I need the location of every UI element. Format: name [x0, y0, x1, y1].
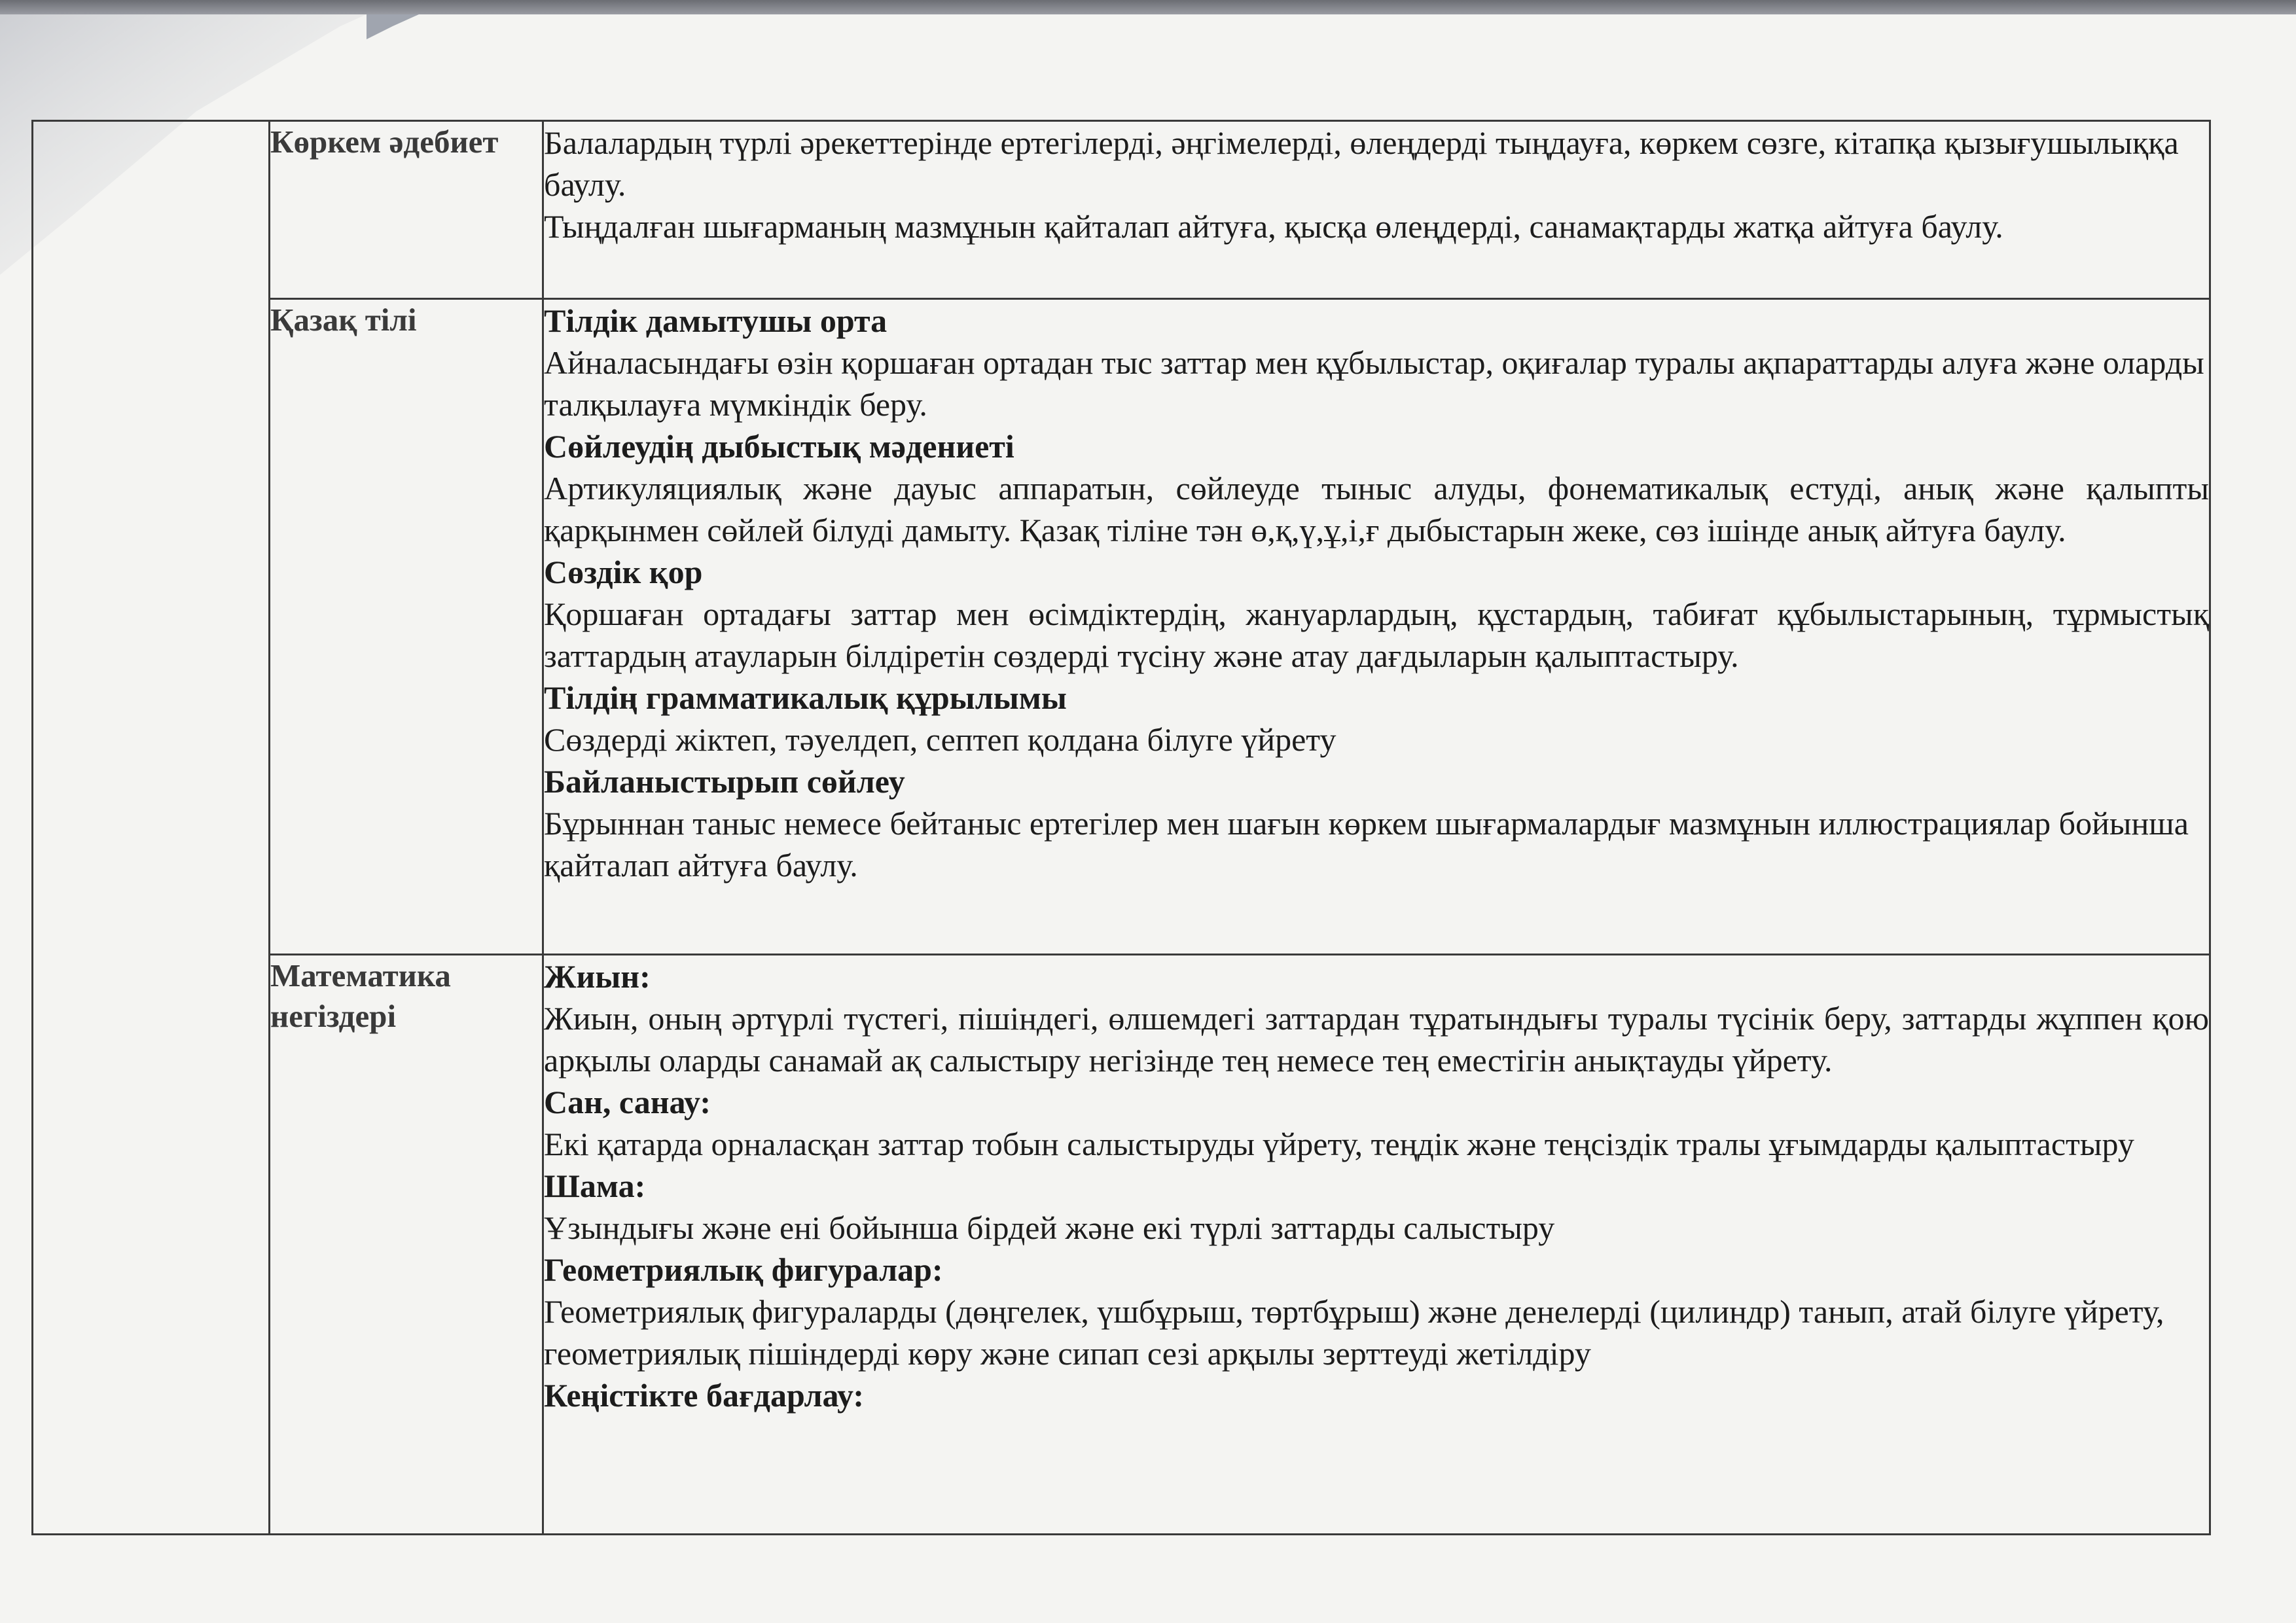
paragraph: Жиын, оның әртүрлі түстегі, пішіндегі, өлшемдегі заттардан тұратындығы туралы түсінік беру, заттарды жұппен қою арқылы оларды санамай ақ салыстыру негізінде тең немесе тең еместігін анықтауды үйрету.: [544, 1000, 2209, 1079]
paragraph: Айналасындағы өзін қоршаған ортадан тыс заттар мен құбылыстар, оқиғалар туралы ақпараттарды алуға және оларды талқылауға мүмкіндік беру.: [544, 344, 2204, 423]
paragraph: Қоршаған ортадағы заттар мен өсімдіктердің, жануарлардың, құстардың, табиғат құбылыстарының, тұрмыстық заттардың атауларын білдіретін сөздерді түсіну және атау дағдыларын қалыптастыру.: [544, 596, 2209, 674]
section-heading: Сөйлеудің дыбыстық мәдениеті: [544, 428, 1014, 465]
section-heading: Шама:: [544, 1168, 646, 1204]
paragraph: Геометриялық фигураларды (дөңгелек, үшбұрыш, төртбұрыш) және денелерді (цилиндр) танып, атай білуге үйрету, геометриялық пішіндерді көру және сипап сезі арқылы зерттеуді жетілдіру: [544, 1293, 2164, 1372]
section-heading: Кеңістікте бағдарлау:: [544, 1377, 865, 1414]
content-cell: [543, 121, 2210, 299]
paragraph: Тыңдалған шығарманың мазмұнын қайталап айтуға, қысқа өлеңдерді, санамақтарды жатқа айтуға баулу.: [544, 208, 2003, 245]
content-cell: [543, 955, 2210, 1535]
paragraph: Сөздерді жіктеп, тәуелдеп, септеп қолдана білуге үйрету: [544, 721, 1336, 758]
empty-left-column: [33, 121, 270, 1535]
section-heading: Тілдің грамматикалық құрылымы: [544, 679, 1067, 716]
content-cell: [543, 299, 2210, 955]
table-row: [33, 955, 2210, 1535]
paragraph: Артикуляциялық және дауыс аппаратын, сөйлеуде тыныс алуды, фонематикалық естуді, анық және қалыпты қарқынмен сөйлей білуді дамыту. Қазақ тіліне тән ө,қ,ү,ұ,і,ғ дыбыстарын жеке, сөз ішінде анық айтуға баулу.: [544, 470, 2209, 548]
subject-cell: Көркем әдебиет: [270, 121, 543, 299]
paragraph: Екі қатарда орналасқан заттар тобын салыстыруды үйрету, теңдік және теңсіздік тралы ұғымдарды қалыптастыру: [544, 1126, 2134, 1162]
table-row: [33, 121, 2210, 299]
paragraph: Балалардың түрлі әрекеттерінде ертегілерді, әңгімелерді, өлеңдерді тыңдауға, көркем сөзге, кітапқа қызығушылыққа баулу.: [544, 124, 2179, 203]
section-heading: Байланыстырып сөйлеу: [544, 763, 905, 800]
subject-cell: Қазақ тілі: [270, 299, 543, 955]
section-heading: Тілдік дамытушы орта: [544, 302, 888, 339]
section-heading: Жиын:: [544, 958, 651, 995]
subject-cell: Математика негіздері: [270, 955, 543, 1535]
section-heading: Сөздік қор: [544, 554, 703, 590]
paragraph: Бұрыннан таныс немесе бейтаныс ертегілер мен шағын көркем шығармалардығ мазмұнын иллюстрациялар бойынша қайталап айтуға баулу.: [544, 805, 2189, 883]
table-row: [33, 299, 2210, 955]
section-heading: Сан, санау:: [544, 1084, 711, 1120]
curriculum-table: [31, 120, 2211, 1535]
section-heading: Геометриялық фигуралар:: [544, 1251, 943, 1288]
paragraph: Ұзындығы және ені бойынша бірдей және екі түрлі заттарды салыстыру: [544, 1209, 1555, 1246]
